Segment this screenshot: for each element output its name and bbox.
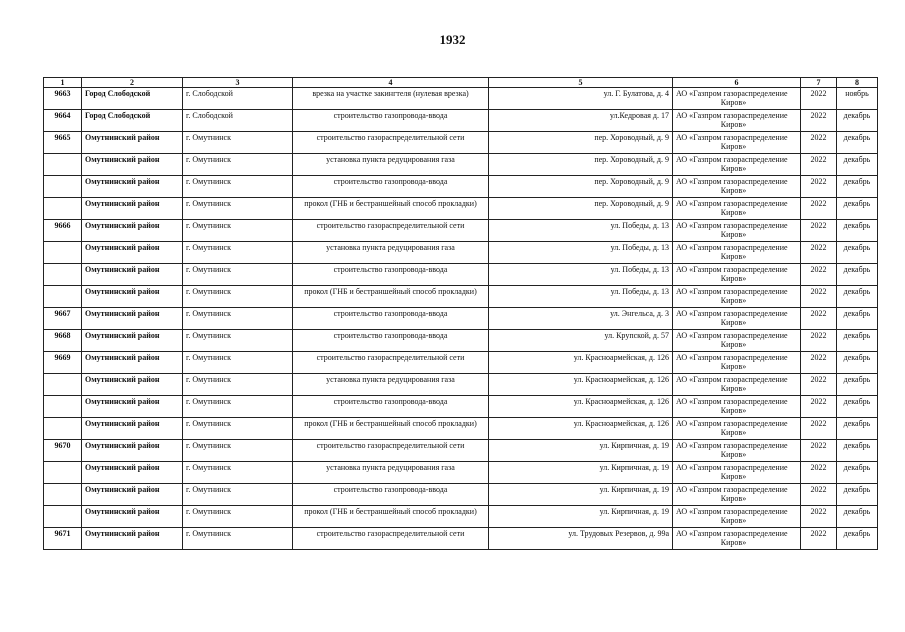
address-cell: ул. Красноармейская, д. 126	[489, 352, 673, 374]
table-row	[44, 352, 878, 374]
year-cell: 2022	[801, 330, 837, 352]
city-cell: г. Омутнинск	[183, 308, 293, 330]
table-row	[44, 286, 878, 308]
organization-line-2: Киров»	[720, 142, 747, 151]
month-cell: декабрь	[837, 264, 878, 286]
year-cell: 2022	[801, 374, 837, 396]
work-type-cell: строительство газопровода-ввода	[293, 110, 489, 132]
row-number	[44, 286, 82, 308]
row-number: 9670	[44, 440, 82, 462]
month-cell: декабрь	[837, 110, 878, 132]
address-cell: пер. Хороводный, д. 9	[489, 132, 673, 154]
organization-line-2: Киров»	[720, 384, 747, 393]
address-cell: ул. Красноармейская, д. 126	[489, 396, 673, 418]
municipality-cell: Омутнинский район	[82, 242, 183, 264]
organization-line-1: АО «Газпром газораспределение	[676, 397, 788, 406]
organization-cell	[673, 264, 801, 286]
organization-line-1: АО «Газпром газораспределение	[676, 463, 788, 472]
city-cell: г. Омутнинск	[183, 286, 293, 308]
work-type-cell: строительство газораспределительной сети	[293, 440, 489, 462]
row-number	[44, 176, 82, 198]
work-type-cell: прокол (ГНБ и бестраншейный способ прокладки)	[293, 506, 489, 528]
city-cell: г. Омутнинск	[183, 220, 293, 242]
year-cell: 2022	[801, 462, 837, 484]
year-cell: 2022	[801, 308, 837, 330]
month-cell: декабрь	[837, 418, 878, 440]
municipality-cell: Омутнинский район	[82, 330, 183, 352]
month-cell: ноябрь	[837, 88, 878, 110]
organization-cell	[673, 528, 801, 550]
municipality-cell: Омутнинский район	[82, 286, 183, 308]
city-cell: г. Омутнинск	[183, 396, 293, 418]
organization-line-2: Киров»	[720, 362, 747, 371]
table-row	[44, 308, 878, 330]
organization-cell	[673, 242, 801, 264]
col-header: 5	[489, 78, 673, 88]
year-cell: 2022	[801, 220, 837, 242]
organization-line-2: Киров»	[720, 450, 747, 459]
city-cell: г. Омутнинск	[183, 440, 293, 462]
work-type-cell: установка пункта редуцирования газа	[293, 154, 489, 176]
municipality-cell: Омутнинский район	[82, 264, 183, 286]
work-type-cell: установка пункта редуцирования газа	[293, 462, 489, 484]
page-number: 1932	[439, 32, 466, 47]
organization-cell	[673, 132, 801, 154]
municipality-cell: Омутнинский район	[82, 352, 183, 374]
work-type-cell: строительство газораспределительной сети	[293, 352, 489, 374]
municipality-cell: Омутнинский район	[82, 198, 183, 220]
address-cell: ул. Кирпичная, д. 19	[489, 506, 673, 528]
row-number	[44, 506, 82, 528]
address-cell: ул. Г. Булатова, д. 4	[489, 88, 673, 110]
work-type-cell: строительство газопровода-ввода	[293, 308, 489, 330]
address-cell: ул. Энгельса, д. 3	[489, 308, 673, 330]
address-cell: ул. Победы, д. 13	[489, 220, 673, 242]
municipality-cell: Омутнинский район	[82, 528, 183, 550]
work-type-cell: строительство газопровода-ввода	[293, 264, 489, 286]
month-cell: декабрь	[837, 330, 878, 352]
city-cell: г. Слободской	[183, 110, 293, 132]
municipality-cell: Омутнинский район	[82, 220, 183, 242]
organization-cell	[673, 88, 801, 110]
city-cell: г. Омутнинск	[183, 352, 293, 374]
year-cell: 2022	[801, 264, 837, 286]
year-cell: 2022	[801, 286, 837, 308]
row-number: 9664	[44, 110, 82, 132]
organization-line-2: Киров»	[720, 164, 747, 173]
address-cell: ул. Трудовых Резервов, д. 99а	[489, 528, 673, 550]
city-cell: г. Омутнинск	[183, 506, 293, 528]
organization-line-2: Киров»	[720, 538, 747, 547]
gas-works-table	[43, 77, 878, 550]
table-row	[44, 132, 878, 154]
municipality-cell: Омутнинский район	[82, 154, 183, 176]
organization-line-2: Киров»	[720, 274, 747, 283]
organization-line-2: Киров»	[720, 472, 747, 481]
year-cell: 2022	[801, 88, 837, 110]
municipality-cell: Омутнинский район	[82, 308, 183, 330]
year-cell: 2022	[801, 418, 837, 440]
row-number	[44, 484, 82, 506]
table-row	[44, 330, 878, 352]
organization-line-1: АО «Газпром газораспределение	[676, 243, 788, 252]
year-cell: 2022	[801, 528, 837, 550]
organization-cell	[673, 440, 801, 462]
organization-line-1: АО «Газпром газораспределение	[676, 89, 788, 98]
work-type-cell: установка пункта редуцирования газа	[293, 242, 489, 264]
col-header: 2	[82, 78, 183, 88]
address-cell: ул. Красноармейская, д. 126	[489, 374, 673, 396]
work-type-cell: врезка на участке закингтеля (нулевая врезка)	[293, 88, 489, 110]
work-type-cell: строительство газопровода-ввода	[293, 330, 489, 352]
year-cell: 2022	[801, 176, 837, 198]
organization-cell	[673, 484, 801, 506]
organization-line-2: Киров»	[720, 208, 747, 217]
work-type-cell: прокол (ГНБ и бестраншейный способ прокладки)	[293, 198, 489, 220]
row-number	[44, 264, 82, 286]
table-row	[44, 242, 878, 264]
organization-cell	[673, 462, 801, 484]
city-cell: г. Омутнинск	[183, 132, 293, 154]
organization-cell	[673, 330, 801, 352]
address-cell: ул. Победы, д. 13	[489, 286, 673, 308]
month-cell: декабрь	[837, 440, 878, 462]
table-row	[44, 176, 878, 198]
address-cell: пер. Хороводный, д. 9	[489, 176, 673, 198]
month-cell: декабрь	[837, 242, 878, 264]
year-cell: 2022	[801, 440, 837, 462]
year-cell: 2022	[801, 154, 837, 176]
table-row	[44, 440, 878, 462]
table-row	[44, 396, 878, 418]
month-cell: декабрь	[837, 352, 878, 374]
organization-line-1: АО «Газпром газораспределение	[676, 507, 788, 516]
row-number: 9667	[44, 308, 82, 330]
work-type-cell: строительство газопровода-ввода	[293, 396, 489, 418]
city-cell: г. Слободской	[183, 88, 293, 110]
organization-line-1: АО «Газпром газораспределение	[676, 485, 788, 494]
row-number: 9665	[44, 132, 82, 154]
organization-line-1: АО «Газпром газораспределение	[676, 441, 788, 450]
organization-line-1: АО «Газпром газораспределение	[676, 265, 788, 274]
organization-line-1: АО «Газпром газораспределение	[676, 331, 788, 340]
address-cell: ул. Крупской, д. 57	[489, 330, 673, 352]
col-header: 6	[673, 78, 801, 88]
month-cell: декабрь	[837, 154, 878, 176]
row-number: 9669	[44, 352, 82, 374]
organization-cell	[673, 308, 801, 330]
organization-cell	[673, 198, 801, 220]
month-cell: декабрь	[837, 176, 878, 198]
city-cell: г. Омутнинск	[183, 462, 293, 484]
organization-line-2: Киров»	[720, 340, 747, 349]
table-body	[44, 88, 878, 550]
row-number: 9671	[44, 528, 82, 550]
city-cell: г. Омутнинск	[183, 242, 293, 264]
header-row	[44, 78, 878, 88]
month-cell: декабрь	[837, 484, 878, 506]
address-cell: пер. Хороводный, д. 9	[489, 154, 673, 176]
table-row	[44, 506, 878, 528]
organization-line-2: Киров»	[720, 98, 747, 107]
organization-line-1: АО «Газпром газораспределение	[676, 155, 788, 164]
col-header: 3	[183, 78, 293, 88]
municipality-cell: Город Слободской	[82, 110, 183, 132]
address-cell: ул. Красноармейская, д. 126	[489, 418, 673, 440]
year-cell: 2022	[801, 110, 837, 132]
municipality-cell: Омутнинский район	[82, 506, 183, 528]
work-type-cell: установка пункта редуцирования газа	[293, 374, 489, 396]
city-cell: г. Омутнинск	[183, 484, 293, 506]
organization-line-1: АО «Газпром газораспределение	[676, 309, 788, 318]
work-type-cell: прокол (ГНБ и бестраншейный способ прокладки)	[293, 286, 489, 308]
organization-line-1: АО «Газпром газораспределение	[676, 221, 788, 230]
col-header: 8	[837, 78, 878, 88]
organization-line-2: Киров»	[720, 252, 747, 261]
work-type-cell: строительство газопровода-ввода	[293, 176, 489, 198]
row-number	[44, 374, 82, 396]
month-cell: декабрь	[837, 396, 878, 418]
organization-line-2: Киров»	[720, 318, 747, 327]
table-row	[44, 484, 878, 506]
organization-line-2: Киров»	[720, 406, 747, 415]
city-cell: г. Омутнинск	[183, 154, 293, 176]
month-cell: декабрь	[837, 132, 878, 154]
organization-line-1: АО «Газпром газораспределение	[676, 419, 788, 428]
organization-cell	[673, 374, 801, 396]
organization-line-2: Киров»	[720, 494, 747, 503]
row-number	[44, 462, 82, 484]
work-type-cell: прокол (ГНБ и бестраншейный способ прокладки)	[293, 418, 489, 440]
month-cell: декабрь	[837, 506, 878, 528]
work-type-cell: строительство газораспределительной сети	[293, 220, 489, 242]
work-type-cell: строительство газораспределительной сети	[293, 132, 489, 154]
table-row	[44, 374, 878, 396]
organization-line-1: АО «Газпром газораспределение	[676, 177, 788, 186]
table-row	[44, 418, 878, 440]
year-cell: 2022	[801, 242, 837, 264]
table-row	[44, 462, 878, 484]
municipality-cell: Омутнинский район	[82, 418, 183, 440]
organization-line-2: Киров»	[720, 516, 747, 525]
month-cell: декабрь	[837, 198, 878, 220]
organization-cell	[673, 418, 801, 440]
city-cell: г. Омутнинск	[183, 374, 293, 396]
city-cell: г. Омутнинск	[183, 198, 293, 220]
row-number	[44, 198, 82, 220]
organization-line-2: Киров»	[720, 186, 747, 195]
municipality-cell: Город Слободской	[82, 88, 183, 110]
municipality-cell: Омутнинский район	[82, 396, 183, 418]
col-header: 4	[293, 78, 489, 88]
work-type-cell: строительство газораспределительной сети	[293, 528, 489, 550]
row-number: 9663	[44, 88, 82, 110]
col-header: 1	[44, 78, 82, 88]
month-cell: декабрь	[837, 528, 878, 550]
year-cell: 2022	[801, 484, 837, 506]
address-cell: ул.Кедровая д. 17	[489, 110, 673, 132]
table-row	[44, 88, 878, 110]
year-cell: 2022	[801, 506, 837, 528]
address-cell: пер. Хороводный, д. 9	[489, 198, 673, 220]
col-header: 7	[801, 78, 837, 88]
year-cell: 2022	[801, 132, 837, 154]
organization-line-1: АО «Газпром газораспределение	[676, 353, 788, 362]
city-cell: г. Омутнинск	[183, 176, 293, 198]
address-cell: ул. Победы, д. 13	[489, 264, 673, 286]
address-cell: ул. Кирпичная, д. 19	[489, 440, 673, 462]
month-cell: декабрь	[837, 374, 878, 396]
municipality-cell: Омутнинский район	[82, 484, 183, 506]
year-cell: 2022	[801, 198, 837, 220]
address-cell: ул. Кирпичная, д. 19	[489, 484, 673, 506]
year-cell: 2022	[801, 352, 837, 374]
table-row	[44, 528, 878, 550]
month-cell: декабрь	[837, 308, 878, 330]
address-cell: ул. Кирпичная, д. 19	[489, 462, 673, 484]
organization-cell	[673, 220, 801, 242]
work-type-cell: строительство газопровода-ввода	[293, 484, 489, 506]
city-cell: г. Омутнинск	[183, 528, 293, 550]
row-number	[44, 396, 82, 418]
organization-line-2: Киров»	[720, 230, 747, 239]
row-number: 9668	[44, 330, 82, 352]
city-cell: г. Омутнинск	[183, 330, 293, 352]
table-row	[44, 198, 878, 220]
municipality-cell: Омутнинский район	[82, 462, 183, 484]
row-number	[44, 242, 82, 264]
organization-cell	[673, 506, 801, 528]
organization-line-2: Киров»	[720, 120, 747, 129]
organization-cell	[673, 176, 801, 198]
year-cell: 2022	[801, 396, 837, 418]
table-row	[44, 220, 878, 242]
month-cell: декабрь	[837, 462, 878, 484]
organization-line-2: Киров»	[720, 296, 747, 305]
organization-line-2: Киров»	[720, 428, 747, 437]
address-cell: ул. Победы, д. 13	[489, 242, 673, 264]
row-number: 9666	[44, 220, 82, 242]
organization-cell	[673, 352, 801, 374]
month-cell: декабрь	[837, 286, 878, 308]
row-number	[44, 418, 82, 440]
organization-line-1: АО «Газпром газораспределение	[676, 375, 788, 384]
city-cell: г. Омутнинск	[183, 418, 293, 440]
organization-line-1: АО «Газпром газораспределение	[676, 133, 788, 142]
organization-cell	[673, 110, 801, 132]
row-number	[44, 154, 82, 176]
municipality-cell: Омутнинский район	[82, 374, 183, 396]
organization-line-1: АО «Газпром газораспределение	[676, 287, 788, 296]
table-row	[44, 154, 878, 176]
organization-cell	[673, 396, 801, 418]
organization-line-1: АО «Газпром газораспределение	[676, 111, 788, 120]
organization-cell	[673, 286, 801, 308]
table-row	[44, 264, 878, 286]
organization-line-1: АО «Газпром газораспределение	[676, 199, 788, 208]
municipality-cell: Омутнинский район	[82, 132, 183, 154]
table-row	[44, 110, 878, 132]
municipality-cell: Омутнинский район	[82, 176, 183, 198]
municipality-cell: Омутнинский район	[82, 440, 183, 462]
month-cell: декабрь	[837, 220, 878, 242]
organization-line-1: АО «Газпром газораспределение	[676, 529, 788, 538]
organization-cell	[673, 154, 801, 176]
city-cell: г. Омутнинск	[183, 264, 293, 286]
